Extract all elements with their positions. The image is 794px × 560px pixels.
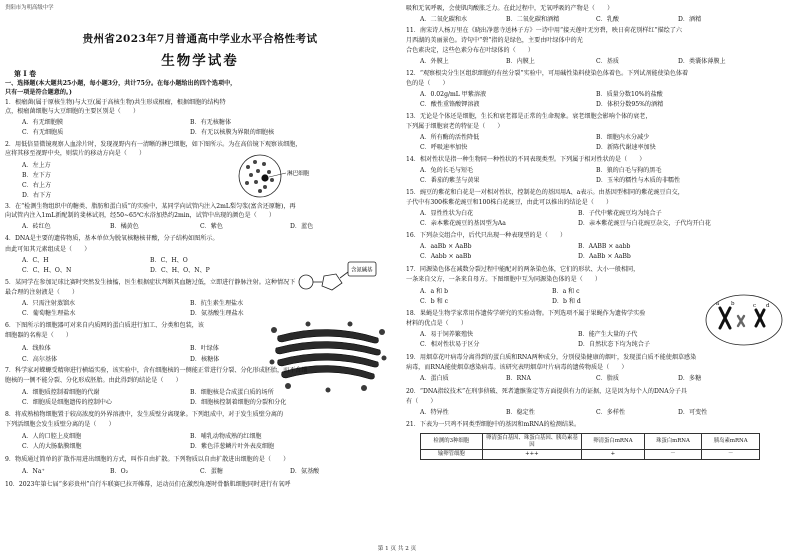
answer-option: C．人的大肠黏膜细胞 (22, 443, 82, 450)
section-label: 第 Ⅰ 卷 (14, 69, 37, 78)
answer-option: B．左下方 (22, 172, 51, 179)
answer-option: C．葡萄糖生理盐水 (22, 310, 76, 317)
answer-option: A．兔的长毛与短毛 (420, 167, 474, 174)
school-name: 贵阳市为明高级中学 (5, 5, 54, 11)
answer-option: D．核糖体 (190, 356, 220, 363)
question-text: 4．DNA是主要的遗传物质，基本单位为脱氧核糖核苷酸，分子结构如图所示。 (5, 235, 219, 242)
table-header: 卵清蛋白mRNA (582, 434, 644, 450)
chromosome-figure (702, 292, 786, 348)
table-header: 胰岛素mRNA (702, 434, 760, 450)
chromosome-label-a: a (716, 301, 720, 307)
question-text: 1．根瘤菌(属于原核生物)与大豆(属于高核生物)共生形成根瘤，根据细胞的结构特 (5, 99, 226, 106)
question-text: 细胞器的名称是（ ） (5, 332, 73, 339)
question-text: 8．将成熟植物细胞置于较高浓度的外界溶液中，发生质壁分离现象。下列组成中，对于发生质壁分离的 (5, 411, 284, 418)
table-header-row (421, 434, 760, 450)
answer-option: B．C、H、O (150, 257, 188, 264)
answer-option: C．蛋糖 (200, 468, 223, 475)
answer-option: D．多糖 (678, 375, 702, 382)
section-instruction-2: 只有一项是符合题意的。) (5, 89, 72, 96)
table-header: 检测的3种细胞 (421, 434, 483, 450)
question-text: 一条来自父方，一条来自母方。下图细胞中互为同源染色体的是（ ） (406, 276, 601, 283)
answer-option: D．氨基酸 (290, 468, 320, 475)
question-text: 2．用低倍显微镜观察人血涂片时，发现视野内有一清晰的淋巴细胞，如下图所示。为在高倍镜下观察该细胞， (5, 141, 302, 148)
question-text: 由此可知其元素组成是（ ） (5, 246, 91, 253)
table-header: 卵清蛋白基因、珠蛋白基因、胰岛素基因 (482, 434, 582, 450)
answer-option: A．0.02g/mL 甲紫溶液 (420, 91, 487, 98)
answer-option: A．蛋白质 (420, 375, 449, 382)
answer-option: A．外膜上 (420, 58, 449, 65)
answer-option: B．RNA (506, 375, 531, 382)
answer-option: B．细胞内水分减少 (596, 134, 650, 141)
answer-option: D．类囊体薄膜上 (678, 58, 726, 65)
lymphocyte-label: 淋巴细胞 (287, 171, 310, 177)
question-text: 下列属于细胞衰老的特征是（ ） (406, 123, 504, 130)
answer-option: A．二氧化碳和水 (420, 16, 468, 23)
golgi-figure (268, 318, 388, 396)
question-text: 11．南宋诗人杨万里在《晓出净慈寺送林子方》一诗中用“接天莲叶无穷碧，映日荷花别样红”描绘了六 (406, 27, 683, 34)
chromosome-label-b: b (731, 301, 735, 307)
question-text: 月西湖的美丽景色。诗句中“碧”指的是绿色，主要由叶绿体中的光 (406, 37, 583, 44)
answer-option: A．a 和 b (420, 288, 448, 295)
question-text: 10．2023年第七届“多彩贵州”自行车联赛已拉开帷幕，运动员们在激烈角逐时骨骼肌细胞同时进行有氧呼 (5, 481, 291, 488)
answer-option: A．C、H (22, 257, 49, 264)
answer-option: D．氨基酸生理盐水 (190, 310, 244, 317)
answer-option: C．呼吸速率加快 (420, 144, 468, 151)
question-text: 7．科学家对蝾螈受精卵进行横缢实验，该实验中，含有细胞核的一侧能正常进行分裂、分化形成胚胎，而不含细 (5, 367, 308, 374)
answer-option: D．体积分数95%的酒精 (596, 101, 664, 108)
answer-option: C．多样性 (596, 409, 626, 416)
answer-option: D．新陈代谢速率加快 (596, 144, 656, 151)
question-text: 色的是（ ） (406, 80, 449, 87)
question-text: 6．下图所示的细胞器可对来自内质网的蛋白质进行加工、分类和包装，该 (5, 322, 204, 329)
answer-option: A．线粒体 (22, 345, 51, 352)
answer-option: A．易于饲养繁殖快 (420, 331, 474, 338)
answer-option: B．能产生大量的子代 (578, 331, 638, 338)
answer-option: B．哺乳动物成熟的红细胞 (190, 433, 262, 440)
question-text: 16．下列杂交组合中，后代只出现一种表现型的是（ ） (406, 232, 567, 239)
question-text: 5．某同学在参加足球比赛时突然发生抽搐，医生根据症状判断其血糖过低，立即进行静脉注射。这种情况下 (5, 279, 296, 286)
table-header: 珠蛋白mRNA (644, 434, 702, 450)
answer-option: C．细胞质是细胞遗传的控制中心 (22, 399, 112, 406)
answer-option: B．稳定性 (506, 409, 535, 416)
question-text: 20．“DNA指纹技术”在刑事侦破、死者遗骸鉴定等方面提供有力的证据，这是因为每个人的DNA分子具 (406, 388, 687, 395)
question-text: 17．同源染色体在减数分裂过程中能配对的两条染色体，它们的形状、大小一般相同， (406, 266, 640, 273)
question-text: 有（ ） (406, 398, 437, 405)
answer-option: D．酒精 (678, 16, 702, 23)
answer-option: C．基质 (596, 58, 619, 65)
answer-option: D．细胞核控制着细胞的分裂和分化 (190, 399, 287, 406)
chromosome-label-c: c (753, 303, 757, 309)
page-footer: 第 1 页 共 2 页 (377, 546, 417, 552)
answer-option: A．有无细胞膜 (22, 119, 63, 126)
gene-table (420, 433, 760, 460)
section-instruction-1: 一、选择题(本大题共25小题，每小题3分，共计75分。在每小题给出的四个选项中， (5, 80, 237, 87)
answer-option: D．紫色洋葱鳞片叶外表皮细胞 (190, 443, 275, 450)
table-cell: 输卵管细胞 (421, 450, 483, 460)
answer-option: B．抗生素生理盐水 (190, 300, 244, 307)
answer-option: B．AABB × aabb (578, 243, 631, 250)
answer-option: B．叶绿体 (190, 345, 219, 352)
question-text: 18．果蝇是生物学家常用作遗传学研究的实验动物。下列选项不属于果蝇作为遗传学实验 (406, 310, 646, 317)
question-text: 向试管内注入1mL新配制的斐林试剂，经50~65℃水浴加热约2min，试管中出现的颜色是（ ） (5, 212, 275, 219)
answer-option: B．O₂ (110, 468, 129, 475)
question-text: 病毒，而RNA能使烟草感染病毒。该研究表明烟草叶片病毒的遗传物质是（ ） (406, 364, 628, 371)
table-cell: － (644, 450, 702, 460)
answer-option: C．紫色 (200, 223, 223, 230)
answer-option: C．乳酸 (596, 16, 619, 23)
question-text: 14．相对性状是指一种生物同一种性状的不同表现类型。下列属于相对性状的是（ ） (406, 156, 646, 163)
answer-option: A．显性性状为白花 (420, 210, 474, 217)
answer-option: D．玉米的糯性与木质的非糯性 (596, 177, 681, 184)
table-row (421, 450, 760, 460)
answer-option: B．有无核糖体 (190, 119, 232, 126)
blood-smear-figure (236, 153, 316, 199)
table-cell: － (702, 450, 760, 460)
question-text: 吸和无氧呼吸，会使肌肉酸胀乏力。在此过程中，无氧呼吸的产物是（ ） (406, 5, 614, 12)
exam-subtitle: 生物学试卷 (161, 53, 239, 69)
answer-option: C．酸性重铬酸钾溶液 (420, 101, 480, 108)
answer-option: B．子代中紫花豌豆均为纯合子 (578, 210, 662, 217)
answer-option: C．C、H、O、N (22, 267, 72, 274)
question-text: 合色素决定，这些色素分布在叶绿体的（ ） (406, 47, 534, 54)
answer-option: D．蓝色 (290, 223, 314, 230)
answer-option: B．细胞核是合成蛋白质的场所 (190, 389, 274, 396)
right-column (402, 0, 794, 540)
answer-option: A．砖红色 (22, 223, 51, 230)
question-text: 21．下表为一只鸡不同类型细胞中的基因和mRNA的检测结果。 (406, 421, 581, 428)
question-text: 9．物质通过简单的扩散作用进出细胞的方式，叫作自由扩散。下列物质以自由扩散进出细胞的是（ ） (5, 456, 290, 463)
answer-option: A．只需注射蒸馏水 (22, 300, 76, 307)
answer-option: C．右上方 (22, 182, 52, 189)
question-text: 下列活细胞会发生质壁分离的是（ ） (5, 421, 115, 428)
base-label: 含氮碱基 (351, 267, 373, 274)
question-text: 15．豌豆的紫花和白花是一对相对性状，控制花色的基因用A、a表示。由基因型相同的紫花豌豆自交， (406, 189, 684, 196)
answer-option: A．细胞质控制着细胞的代谢 (22, 389, 100, 396)
answer-option: C．b 和 c (420, 298, 449, 305)
answer-option: D．自然状态下均为纯合子 (578, 341, 650, 348)
answer-option: A．左上方 (22, 162, 51, 169)
answer-option: B．a 和 c (552, 288, 580, 295)
answer-option: B．内膜上 (506, 58, 535, 65)
question-text: 3．在“检测生物组织中的糖类、脂肪和蛋白质”的实验中，某同学向试管内注入2mL梨匀浆(富含还原糖)，再 (5, 203, 296, 210)
question-text: 应将其移至视野中央，则装片的移动方向是（ ） (5, 150, 146, 157)
answer-option: D．有无以核膜为界限的细胞核 (190, 129, 275, 136)
question-text: 胞核的一侧不能分裂、分化形成胚胎。由此得到的结论是（ ） (5, 377, 182, 384)
answer-option: D．可变性 (678, 409, 708, 416)
nucleotide-figure (296, 256, 382, 296)
question-text: 13．无论是个体还是细胞，生长和衰老都是正常的生命现象。衰老细胞会影响个体的衰老， (406, 113, 652, 120)
question-text: 19．用烟草花叶病毒分离得到的蛋白质和RNA两种成分，分别侵染健康的烟叶，发现蛋白质不能使烟草感染 (406, 354, 697, 361)
answer-option: D．亲本紫花豌豆与白花豌豆杂交，子代均开白花 (578, 220, 711, 227)
answer-option: C．亲本紫花豌豆的基因型为Aa (420, 220, 506, 227)
answer-option: C．有无细胞质 (22, 129, 64, 136)
question-text: 材料的优点是（ ） (406, 320, 467, 327)
answer-option: C．番茄的紫茎与黄果 (420, 177, 480, 184)
question-text: 12．“观察根尖分生区组织细胞的有丝分裂”实验中，可用碱性染料使染色体着色。下列试剂能使染色体着 (406, 70, 689, 77)
question-text: 子代中有300株紫花豌豆和100株白花豌豆，由此可以推出的结论是（ ） (406, 199, 613, 206)
question-text: 最合理的注射液是（ ） (5, 289, 79, 296)
answer-option: C．相对性状易于区分 (420, 341, 480, 348)
answer-option: D．右下方 (22, 192, 52, 199)
table-cell: +++ (482, 450, 582, 460)
answer-option: A．aaBb × AaBb (420, 243, 472, 250)
answer-option: A．特异性 (420, 409, 449, 416)
answer-option: A．所有酶的活性降低 (420, 134, 480, 141)
answer-option: A．Na⁺ (22, 468, 45, 475)
answer-option: B．狼的白毛与狗的黑毛 (596, 167, 662, 174)
answer-option: D．C、H、O、N、P (150, 267, 210, 274)
answer-option: C．高尔基体 (22, 356, 58, 363)
chromosome-label-d: d (766, 303, 770, 309)
answer-option: B．质量分数10%的盐酸 (596, 91, 663, 98)
answer-option: C．脂质 (596, 375, 619, 382)
answer-option: B．二氧化碳和酒精 (506, 16, 560, 23)
answer-option: D．b 和 d (552, 298, 581, 305)
answer-option: C．Aabb × aaBb (420, 253, 472, 260)
exam-title: 贵州省2023年7月普通高中学业水平合格性考试 (82, 33, 318, 45)
left-column (0, 0, 400, 540)
answer-option: A．人的口腔上皮细胞 (22, 433, 82, 440)
answer-option: B．橘黄色 (110, 223, 139, 230)
table-cell: + (582, 450, 644, 460)
answer-option: D．AaBb × AaBb (578, 253, 631, 260)
question-text: 点，根瘤菌细胞与大豆细胞的主要区别是（ ） (5, 108, 140, 115)
